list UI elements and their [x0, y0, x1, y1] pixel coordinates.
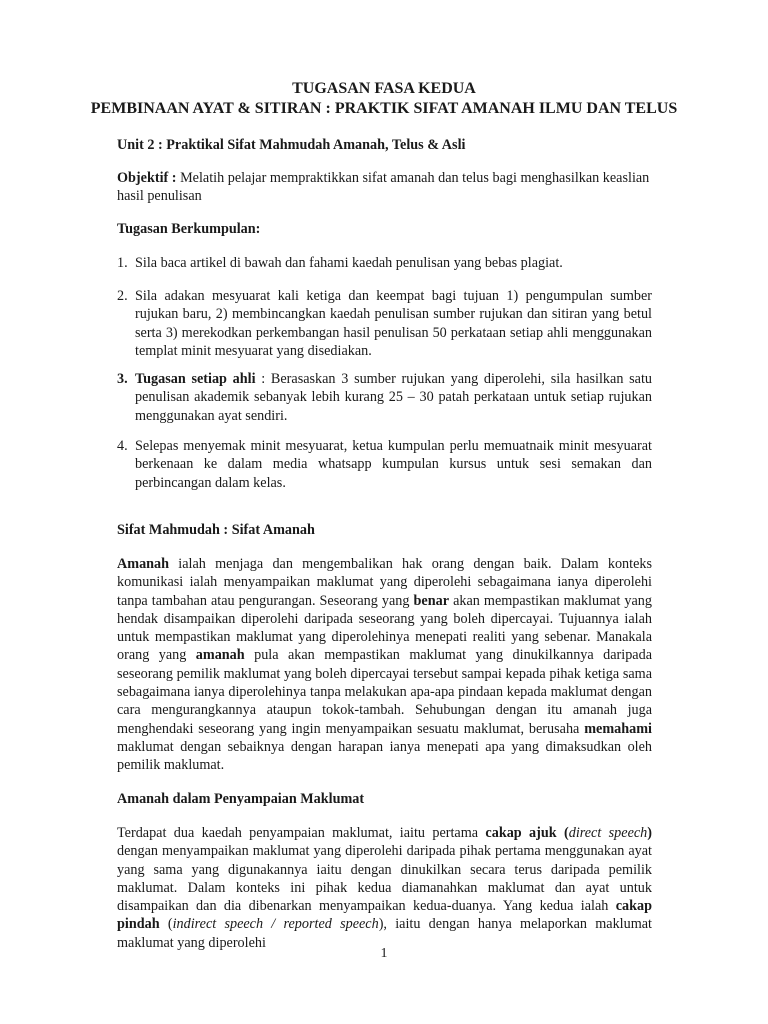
objective-label: Objektif : — [117, 170, 177, 186]
document-title-line-1: TUGASAN FASA KEDUA — [292, 80, 476, 97]
task-item-2 — [117, 287, 652, 360]
term-cakap-ajuk: cakap ajuk ( — [485, 825, 569, 841]
task-item-4 — [117, 437, 652, 492]
term-benar: benar — [413, 592, 450, 609]
paragraph-text: ( — [159, 916, 173, 933]
task-list-4 — [117, 437, 652, 492]
paragraph-text: maklumat dengan sebaiknya dengan harapan ianya menepati apa yang dimaksudkan oleh pemilik maklumat. — [117, 738, 652, 774]
paragraph-text: ialah menjaga dan mengembalikan hak orang dengan baik. Dalam konteks komunikasi ialah menyampaikan maklumat yang diperolehi sebagaimana ianya diperolehi tanpa tambahan atau pengurangan. Seseorang yang — [117, 556, 652, 609]
objective-text: Melatih pelajar mempraktikkan sifat amanah dan telus bagi menghasilkan keaslian hasil penulisan — [117, 170, 650, 205]
unit-heading: Unit 2 : Praktikal Sifat Mahmudah Amanah, Telus & Asli — [117, 137, 466, 153]
amanah-paragraph — [117, 555, 652, 775]
task-item-1 — [117, 254, 652, 272]
term-direct-speech: direct speech — [568, 825, 648, 841]
task-list — [117, 254, 652, 272]
task-text: Sila adakan mesyuarat kali ketiga dan keempat bagi tujuan 1) pengumpulan sumber rujukan baru, 2) membincangkan kaedah penulisan sumber rujukan dan sitiran yang betul serta 3) merekodkan perkembangan hasil penulisan 50 perkataan setiap ahli menggunakan templat minit mesyuarat yang disediakan. — [135, 288, 652, 359]
task-list-2 — [117, 287, 652, 360]
objective-paragraph — [117, 169, 652, 206]
page-number: 1 — [380, 946, 388, 961]
task-text: Selepas menyemak minit mesyuarat, ketua kumpulan perlu memuatnaik minit mesyuarat berkenaan ke dalam media whatsapp kumpulan kursus untuk sesi semakan dan perbincangan dalam kelas. — [135, 438, 652, 491]
task-number: 4. — [117, 438, 128, 454]
term-memahami: memahami — [584, 720, 652, 737]
task-number: 3. — [117, 371, 128, 387]
document-title-line-2: PEMBINAAN AYAT & SITIRAN : PRAKTIK SIFAT AMANAH ILMU DAN TELUS — [90, 100, 678, 117]
group-task-heading: Tugasan Berkumpulan: — [117, 221, 261, 237]
amanah-section-heading: Sifat Mahmudah : Sifat Amanah — [117, 522, 315, 538]
paragraph-text: ), iaitu dengan hanya melaporkan maklumat maklumat yang diperolehi — [117, 916, 652, 951]
term-indirect-speech: indirect speech / reported speech — [172, 916, 379, 933]
penyampaian-section-heading: Amanah dalam Penyampaian Maklumat — [117, 791, 365, 807]
task-text: Sila baca artikel di bawah dan fahami kaedah penulisan yang bebas plagiat. — [135, 255, 563, 271]
term-amanah-2: amanah — [195, 647, 245, 664]
task-item-3 — [117, 370, 652, 425]
paragraph-text: pula akan mempastikan maklumat yang dinukilkannya daripada seseorang pemilik maklumat yang boleh dipercayai tersebut sampai kepada pihak ketiga sama sebagaimana ianya diperolehinya tanpa melakukan apa-apa pindaan kepada maklumat dengan cara mengurangkannya ataupun tokok-tambah. Sehubungan dengan itu amanah juga menghendaki seseorang yang ingin menyampaikan sesuatu maklumat, berusaha — [117, 647, 652, 737]
task-text: : Berasaskan 3 sumber rujukan yang diperolehi, sila hasilkan satu penulisan akademik sebanyak lebih kurang 25 – 30 patah perkataan untuk setiap rujukan menggunakan ayat sendiri. — [135, 371, 652, 424]
paragraph-text: akan mempastikan maklumat yang hendak disampaikan diperolehi daripada seseorang yang boleh dipercayai. Tujuannya ialah untuk mempastikan maklumat yang diperolehinya menepati realiti yang sebenar. Manakala orang yang — [117, 592, 652, 664]
task-list-3 — [117, 370, 652, 425]
task-bold-label: Tugasan setiap ahli — [135, 371, 256, 387]
task-number: 1. — [117, 255, 128, 271]
task-number: 2. — [117, 288, 128, 304]
penyampaian-paragraph — [117, 824, 652, 952]
paragraph-text: Terdapat dua kaedah penyampaian maklumat, iaitu pertama — [117, 825, 486, 841]
term-amanah: Amanah — [117, 556, 170, 572]
paragraph-text: dengan menyampaikan maklumat yang diperolehi daripada pihak pertama menggunakan ayat yang sama yang digunakannya iaitu dengan dinukilkan secara terus daripada pemilik maklumat. Dalam konteks ini pihak kedua diamanahkan maklumat dan ayat untuk disampaikan dan dia dibenarkan menyampaikan kedua-duanya. Yang kedua ialah — [117, 843, 652, 915]
paren-close: ) — [647, 825, 652, 841]
term-cakap-pindah: cakap pindah — [117, 898, 652, 933]
